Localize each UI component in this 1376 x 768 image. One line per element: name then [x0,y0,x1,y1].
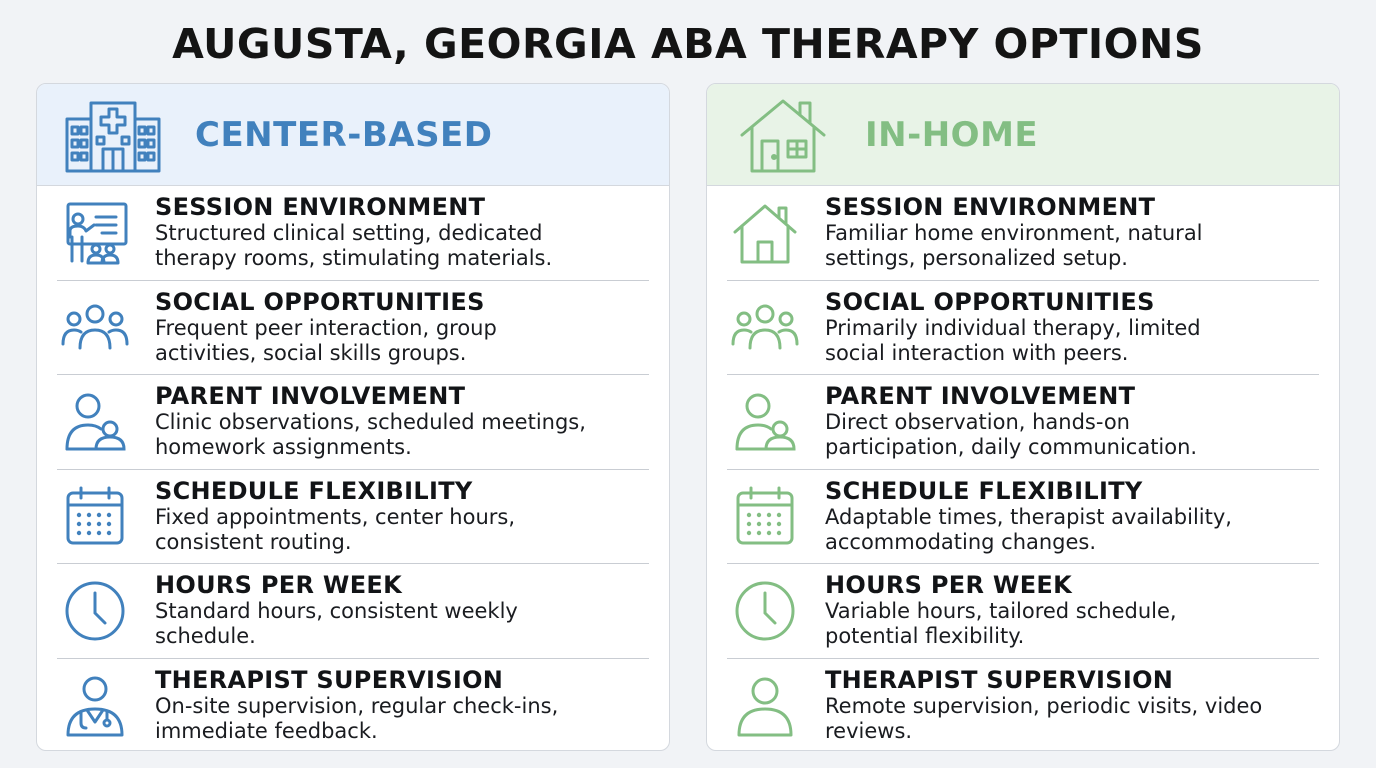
center-row-therapist-supervision [57,659,649,752]
house-icon [731,95,835,175]
row-description-line: Structured clinical setting, dedicated [155,221,543,246]
clock-icon [57,576,133,646]
row-description-line: Direct observation, hands-on [825,410,1130,435]
row-description-line: Variable hours, tailored schedule, [825,599,1177,624]
row-heading: THERAPIST SUPERVISION [155,666,504,695]
group-icon [727,292,803,362]
calendar-icon [727,481,803,551]
row-heading: SESSION ENVIRONMENT [155,193,486,222]
row-description-line: immediate feedback. [155,719,378,744]
in-home-title: IN-HOME [865,114,1039,155]
center-row-schedule-flexibility [57,470,649,565]
row-description-line: social interaction with peers. [825,340,1129,365]
row-description-line: activities, social skills groups. [155,340,467,365]
row-description-line: On-site supervision, regular check-ins, [155,694,559,719]
home-row-schedule-flexibility [727,470,1319,565]
row-description-line: reviews. [825,719,913,744]
parent-child-icon [727,387,803,457]
center-row-session-environment [57,186,649,281]
parent-child-icon [57,387,133,457]
page-title: AUGUSTA, GEORGIA ABA THERAPY OPTIONS [172,20,1204,68]
row-description-line: Familiar home environment, natural [825,221,1203,246]
row-description-line: Fixed appointments, center hours, [155,504,516,529]
row-description-line: Remote supervision, periodic visits, video [825,694,1263,719]
in-home-header [707,84,1339,186]
row-heading: SESSION ENVIRONMENT [825,193,1156,222]
row-description-line: Standard hours, consistent weekly [155,599,518,624]
home-row-social-opportunities [727,281,1319,376]
row-heading: SCHEDULE FLEXIBILITY [825,476,1143,505]
home-row-session-environment [727,186,1319,281]
hospital-icon [61,95,165,175]
row-description-line: Frequent peer interaction, group [155,315,497,340]
center-row-social-opportunities [57,281,649,376]
house-icon [727,198,803,268]
center-based-title: CENTER-BASED [195,114,493,155]
row-heading: PARENT INVOLVEMENT [155,382,466,411]
row-description-line: consistent routing. [155,529,352,554]
row-description-line: Adaptable times, therapist availability, [825,504,1232,529]
row-description-line: Primarily individual therapy, limited [825,315,1201,340]
center-based-header [37,84,669,186]
row-description-line: potential flexibility. [825,624,1025,649]
in-home-panel [706,83,1340,751]
row-heading: THERAPIST SUPERVISION [825,666,1174,695]
row-description-line: accommodating changes. [825,529,1097,554]
home-row-hours-per-week [727,564,1319,659]
row-description-line: settings, personalized setup. [825,246,1128,271]
row-heading: HOURS PER WEEK [155,571,402,600]
home-row-parent-involvement [727,375,1319,470]
home-row-therapist-supervision [727,659,1319,752]
row-description-line: participation, daily communication. [825,435,1198,460]
calendar-icon [57,481,133,551]
classroom-icon [57,198,133,268]
row-description-line: therapy rooms, stimulating materials. [155,246,553,271]
group-icon [57,292,133,362]
row-description-line: schedule. [155,624,256,649]
doctor-icon [57,671,133,741]
row-description-line: Clinic observations, scheduled meetings, [155,410,586,435]
row-heading: SCHEDULE FLEXIBILITY [155,476,473,505]
person-icon [727,671,803,741]
clock-icon [727,576,803,646]
center-row-hours-per-week [57,564,649,659]
row-heading: PARENT INVOLVEMENT [825,382,1136,411]
row-heading: SOCIAL OPPORTUNITIES [155,287,485,316]
row-description-line: homework assignments. [155,435,412,460]
center-based-panel [36,83,670,751]
center-row-parent-involvement [57,375,649,470]
row-heading: HOURS PER WEEK [825,571,1072,600]
row-heading: SOCIAL OPPORTUNITIES [825,287,1155,316]
